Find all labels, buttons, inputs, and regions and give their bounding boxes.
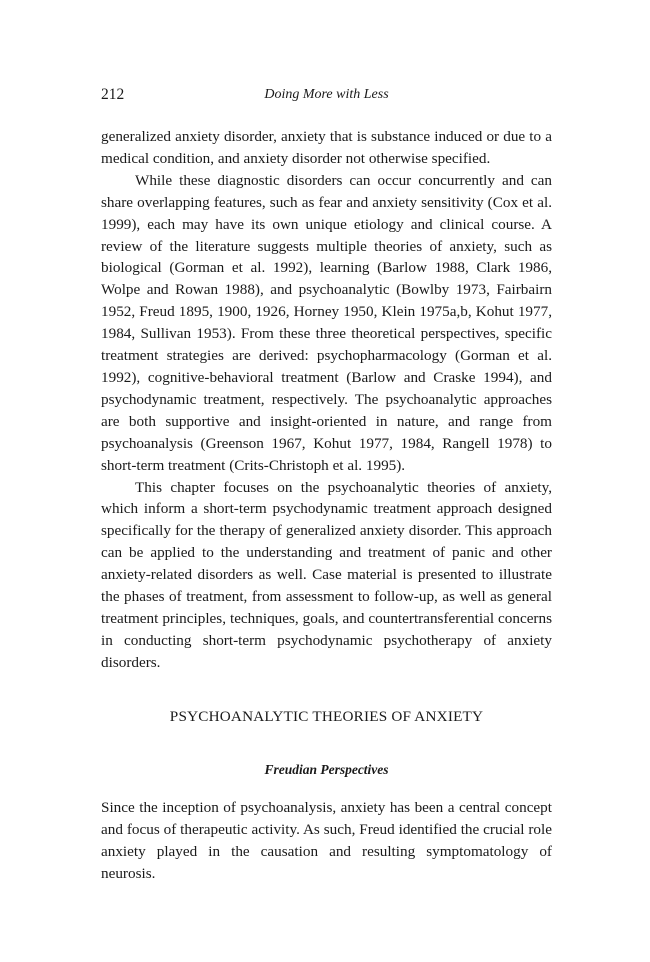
paragraph-chapter-focus: This chapter focuses on the psychoanalytic theories of anxiety, which inform a short-term psychodynamic treatment approach designed specifically for the therapy of generalized anxiety disorder. This approach can be applied to the understanding and treatment of panic and other anxiety-related disorders as well. Case material is presented to illustrate the phases of treatment, from assessment to follow-up, as well as general treatment principles, techniques, goals, and countertransferential concerns in conducting short-term psychodynamic psychotherapy of anxiety disorders.: [101, 478, 552, 671]
page-number: 212: [101, 86, 125, 103]
body-text: [101, 126, 552, 674]
running-head: [101, 86, 552, 110]
section-heading: PSYCHOANALYTIC THEORIES OF ANXIETY: [169, 708, 484, 725]
running-title: Doing More with Less: [264, 87, 389, 102]
paragraph-continued: generalized anxiety disorder, anxiety that is substance induced or due to a medical condition, and anxiety disorder not otherwise specified.: [101, 128, 552, 167]
paragraph-literature-review: While these diagnostic disorders can occur concurrently and can share overlapping features, such as fear and anxiety sensitivity (Cox et al. 1999), each may have its own unique etiology and clinical course. A review of the literature suggests multiple theories of anxiety, such as biological (Gorman et al. 1992), learning (Barlow 1988, Clark 1986, Wolpe and Rowan 1988), and psychoanalytic (Bowlby 1973, Fairbairn 1952, Freud 1895, 1900, 1926, Horney 1950, Klein 1975a,b, Kohut 1977, 1984, Sullivan 1953). From these three theoretical perspectives, specific treatment strategies are derived: psychopharmacology (Gorman et al. 1992), cognitive-behavioral treatment (Barlow and Craske 1994), and psychodynamic treatment, respectively. The psychoanalytic approaches are both supportive and insight-oriented in nature, and range from psychoanalysis (Greenson 1967, Kohut 1977, 1984, Rangell 1978) to short-term treatment (Crits-Christoph et al. 1995).: [101, 171, 552, 474]
section-text: [101, 797, 552, 885]
paragraph-freudian: Since the inception of psychoanalysis, anxiety has been a central concept and focus of therapeutic activity. As such, Freud identified the crucial role anxiety played in the causation and resulting symptomatology of neurosis.: [101, 799, 552, 882]
subsection-heading: Freudian Perspectives: [264, 762, 389, 777]
book-page: [101, 0, 552, 962]
